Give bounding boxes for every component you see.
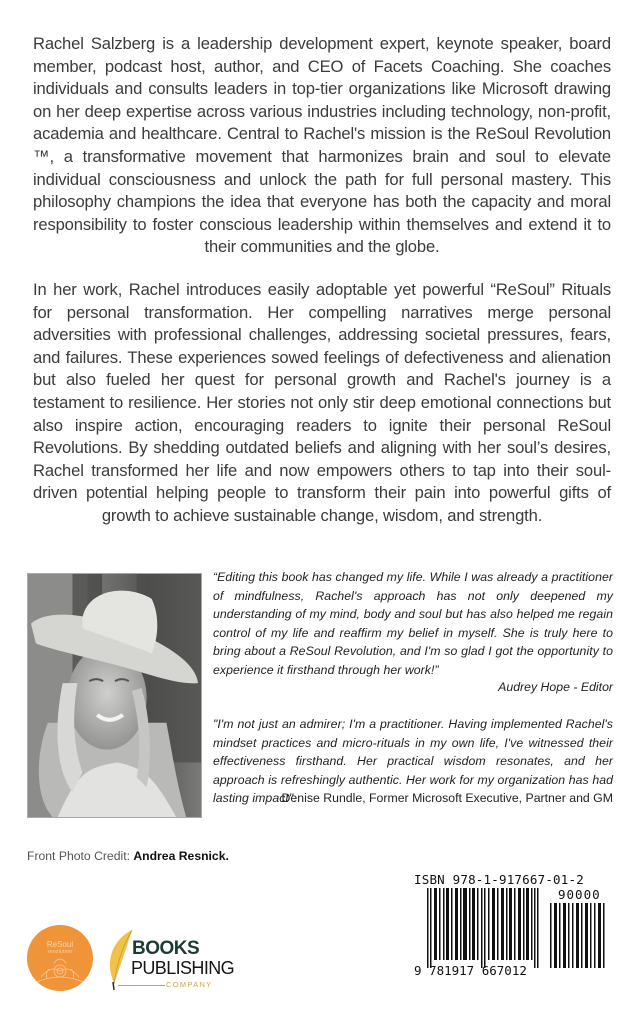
photo-credit (27, 849, 229, 863)
testimonial-quote-executive: "I'm not just an admirer; I'm a practitioner. Having implemented Rachel's mindset practices and micro-rituals in my own life, I've witnessed their effectiveness firsthand. Her practical wisdom resonates, and her approach is refreshingly authentic. Her work for my organization has had lasting impact". (213, 717, 613, 806)
portrait-image-icon (28, 574, 201, 817)
lotus-mandala-icon (27, 925, 93, 991)
testimonial-attribution-executive: Denise Rundle, Former Microsoft Executive, Partner and GM (281, 791, 613, 805)
publisher-logo-books: BOOKS (132, 938, 200, 959)
resoul-logo-subtitle: revolution (47, 949, 73, 955)
isbn-label: ISBN 978-1-917667-01-2 (414, 872, 584, 887)
books-publishing-company-logo (106, 928, 236, 994)
isbn-barcode (414, 872, 606, 982)
publisher-logo-company: COMPANY (166, 980, 213, 989)
barcode-addon-digits: 90000 (558, 887, 601, 902)
author-photo (27, 573, 202, 818)
ean13-bars-icon (427, 888, 539, 968)
resoul-logo-title: ReSoul (46, 940, 74, 949)
addon-bars-icon (550, 903, 606, 968)
publisher-logo-rule (118, 985, 165, 986)
photo-credit-name: Andrea Resnick. (133, 849, 229, 863)
testimonial-attribution-editor: Audrey Hope - Editor (498, 680, 613, 694)
resoul-revolution-logo (27, 925, 93, 991)
testimonial-quote-editor: “Editing this book has changed my life. While I was already a practitioner of mindfulness, Rachel's approach has not only deepened my understanding of my mind, body and soul but has also helped me regain control of my life and reaffirm my belief in myself. She is truly here to bring about a ReSoul Revolution, and I'm so glad I got the opportunity to experience it firsthand through her work!” (213, 570, 613, 677)
photo-credit-label: Front Photo Credit: (27, 849, 134, 863)
ean-digits: 9 781917 667012 (414, 963, 527, 978)
publisher-logo-publishing: PUBLISHING (131, 958, 235, 978)
author-bio-paragraph-2: In her work, Rachel introduces easily adoptable yet powerful “ReSoul” Rituals for personal transformation. Her compelling narratives merge personal adversities with professional challenges, addressing societal pressures, fears, and failures. These experiences sowed feelings of defectiveness and alienation but also fueled her quest for personal growth and Rachel's journey is a testament to resilience. Her stories not only stir deep emotional connections but also inspire action, encouraging readers to ignite their personal ReSoul Revolutions. By shedding outdated beliefs and aligning with her soul’s desires, Rachel transformed her life and now empowers others to tap into their soul-driven potential helping people to transform their pain into powerful gifts of growth to achieve sustainable change, wisdom, and strength. (33, 280, 611, 525)
author-bio-paragraph-1: Rachel Salzberg is a leadership development expert, keynote speaker, board member, podcast host, author, and CEO of Facets Coaching. She coaches individuals and consults leaders in top-tier organizations like Microsoft drawing on her deep expertise across various industries including technology, non-profit, academia and healthcare. Central to Rachel's mission is the ReSoul Revolution ™, a transformative movement that harmonizes brain and soul to elevate individual consciousness and unlock the path for full personal mastery. This philosophy champions the idea that everyone has both the capacity and moral responsibility to foster conscious leadership within themselves and extend it to their communities and the globe. (33, 34, 611, 257)
